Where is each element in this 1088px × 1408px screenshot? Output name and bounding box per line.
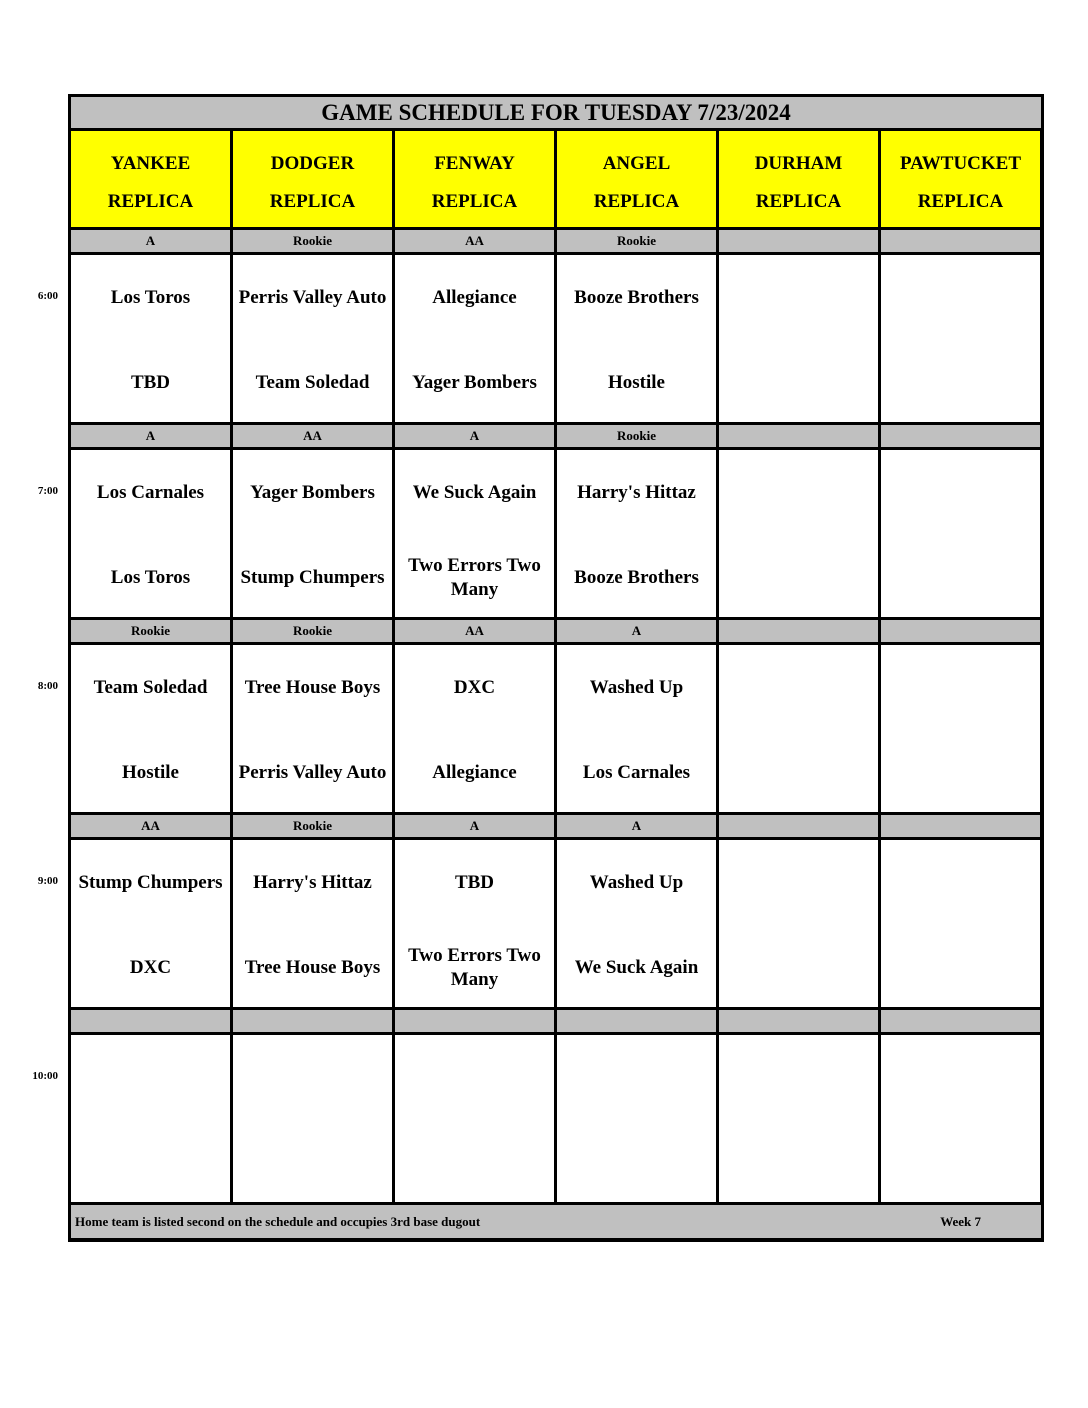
division-label — [233, 1010, 392, 1032]
footer-bar — [71, 1205, 1041, 1238]
game-cell — [395, 645, 554, 812]
home-team: DXC — [129, 957, 172, 978]
away-team — [557, 1043, 716, 1113]
game-cell — [71, 840, 230, 1007]
home-team: Two Errors Two Many — [408, 945, 541, 990]
division-label: AA — [71, 815, 230, 837]
game-cell — [719, 1035, 878, 1202]
game-cell — [233, 450, 392, 617]
game-cell — [71, 1035, 230, 1202]
division-label: AA — [395, 620, 554, 642]
division-label — [395, 1010, 554, 1032]
game-cell — [233, 840, 392, 1007]
game-cell — [557, 255, 716, 422]
division-label — [881, 425, 1040, 447]
away-team: We Suck Again — [412, 482, 537, 503]
away-team: Washed Up — [589, 872, 684, 893]
field-name: DODGER — [270, 153, 355, 174]
division-label: A — [395, 815, 554, 837]
game-cell — [233, 255, 392, 422]
game-cell — [881, 840, 1040, 1007]
division-label: AA — [233, 425, 392, 447]
field-header-dodger — [233, 131, 392, 227]
game-cell — [881, 255, 1040, 422]
away-team: Allegiance — [432, 287, 517, 308]
division-label: A — [395, 425, 554, 447]
home-team — [881, 1128, 1040, 1198]
away-team — [719, 653, 878, 723]
game-cell — [881, 450, 1040, 617]
home-team: Tree House Boys — [244, 957, 381, 978]
division-label — [881, 815, 1040, 837]
game-cell — [881, 1035, 1040, 1202]
home-team — [881, 738, 1040, 808]
game-cell — [881, 645, 1040, 812]
home-team: Stump Chumpers — [240, 567, 385, 588]
division-label — [719, 230, 878, 252]
field-name: PAWTUCKET — [899, 153, 1022, 174]
field-subtitle: REPLICA — [107, 191, 194, 212]
home-team — [719, 348, 878, 418]
division-label: A — [557, 815, 716, 837]
home-team: Hostile — [608, 372, 665, 393]
division-label — [719, 620, 878, 642]
footer-note: Home team is listed second on the schedule and occupies 3rd base dugout — [75, 1213, 481, 1229]
field-name: ANGEL — [602, 153, 671, 174]
field-subtitle: REPLICA — [431, 191, 518, 212]
game-cell — [557, 1035, 716, 1202]
field-header-yankee — [71, 131, 230, 227]
away-team: Los Toros — [110, 287, 191, 308]
field-header-angel — [557, 131, 716, 227]
away-team — [395, 1043, 554, 1113]
game-cell — [719, 255, 878, 422]
division-label — [719, 815, 878, 837]
week-label: Week 7 — [940, 1213, 981, 1229]
home-team — [719, 933, 878, 1003]
division-label: A — [71, 230, 230, 252]
home-team: Two Errors Two Many — [408, 555, 541, 600]
game-cell — [395, 840, 554, 1007]
division-label — [881, 1010, 1040, 1032]
away-team — [719, 458, 878, 528]
schedule-table — [68, 94, 1044, 1242]
away-team: Harry's Hittaz — [577, 482, 696, 503]
field-subtitle: REPLICA — [917, 191, 1004, 212]
away-team — [719, 263, 878, 333]
field-name: FENWAY — [434, 153, 515, 174]
away-team — [71, 1043, 230, 1113]
away-team: Booze Brothers — [574, 287, 699, 308]
away-team — [881, 653, 1040, 723]
game-cell — [557, 840, 716, 1007]
away-team: Washed Up — [589, 677, 684, 698]
game-cell — [719, 450, 878, 617]
division-label: A — [71, 425, 230, 447]
home-team: Hostile — [122, 762, 179, 783]
division-label — [719, 1010, 878, 1032]
division-label: Rookie — [71, 620, 230, 642]
time-slot-label: 8:00 — [37, 680, 58, 692]
home-team — [557, 1128, 716, 1198]
game-cell — [71, 255, 230, 422]
time-slot-label: 10:00 — [32, 1070, 58, 1082]
home-team: Los Toros — [110, 567, 191, 588]
field-subtitle: REPLICA — [755, 191, 842, 212]
home-team — [881, 933, 1040, 1003]
home-team: TBD — [130, 372, 171, 393]
away-team — [719, 848, 878, 918]
division-label — [71, 1010, 230, 1032]
home-team: Booze Brothers — [574, 567, 699, 588]
field-name: YANKEE — [110, 153, 191, 174]
division-label — [557, 1010, 716, 1032]
away-team — [233, 1043, 392, 1113]
home-team — [233, 1128, 392, 1198]
division-label: AA — [395, 230, 554, 252]
away-team: Tree House Boys — [244, 677, 381, 698]
home-team — [719, 543, 878, 613]
game-cell — [557, 645, 716, 812]
away-team: TBD — [454, 872, 495, 893]
game-cell — [557, 450, 716, 617]
away-team: Stump Chumpers — [78, 872, 223, 893]
away-team — [881, 458, 1040, 528]
field-header-durham — [719, 131, 878, 227]
away-team: Yager Bombers — [250, 482, 375, 503]
field-header-pawtucket — [881, 131, 1040, 227]
away-team — [719, 1043, 878, 1113]
home-team — [395, 1128, 554, 1198]
home-team: We Suck Again — [574, 957, 699, 978]
field-subtitle: REPLICA — [269, 191, 356, 212]
game-cell — [233, 645, 392, 812]
home-team: Los Carnales — [582, 762, 691, 783]
home-team — [881, 543, 1040, 613]
away-team: Los Carnales — [96, 482, 205, 503]
division-label: Rookie — [557, 425, 716, 447]
home-team: Team Soledad — [255, 372, 370, 393]
time-slot-label: 6:00 — [37, 290, 58, 302]
division-label — [719, 425, 878, 447]
home-team: Yager Bombers — [412, 372, 537, 393]
time-slot-label: 9:00 — [37, 875, 58, 887]
division-label: A — [557, 620, 716, 642]
division-label: Rookie — [233, 815, 392, 837]
game-cell — [395, 255, 554, 422]
home-team: Allegiance — [432, 762, 517, 783]
away-team: DXC — [453, 677, 496, 698]
home-team — [719, 1128, 878, 1198]
away-team: Perris Valley Auto — [238, 287, 387, 308]
game-cell — [719, 645, 878, 812]
away-team — [881, 1043, 1040, 1113]
division-label: Rookie — [233, 620, 392, 642]
field-name: DURHAM — [754, 153, 843, 174]
home-team — [881, 348, 1040, 418]
division-label — [881, 620, 1040, 642]
game-cell — [719, 840, 878, 1007]
division-label: Rookie — [233, 230, 392, 252]
schedule-title: GAME SCHEDULE FOR TUESDAY 7/23/2024 — [71, 97, 1041, 128]
home-team — [719, 738, 878, 808]
game-cell — [71, 450, 230, 617]
game-cell — [71, 645, 230, 812]
game-cell — [395, 1035, 554, 1202]
game-cell — [233, 1035, 392, 1202]
away-team: Harry's Hittaz — [253, 872, 372, 893]
game-cell — [395, 450, 554, 617]
away-team — [881, 263, 1040, 333]
home-team: Perris Valley Auto — [238, 762, 387, 783]
away-team: Team Soledad — [93, 677, 208, 698]
field-header-fenway — [395, 131, 554, 227]
time-slot-label: 7:00 — [37, 485, 58, 497]
division-label — [881, 230, 1040, 252]
home-team — [71, 1128, 230, 1198]
division-label: Rookie — [557, 230, 716, 252]
away-team — [881, 848, 1040, 918]
field-subtitle: REPLICA — [593, 191, 680, 212]
